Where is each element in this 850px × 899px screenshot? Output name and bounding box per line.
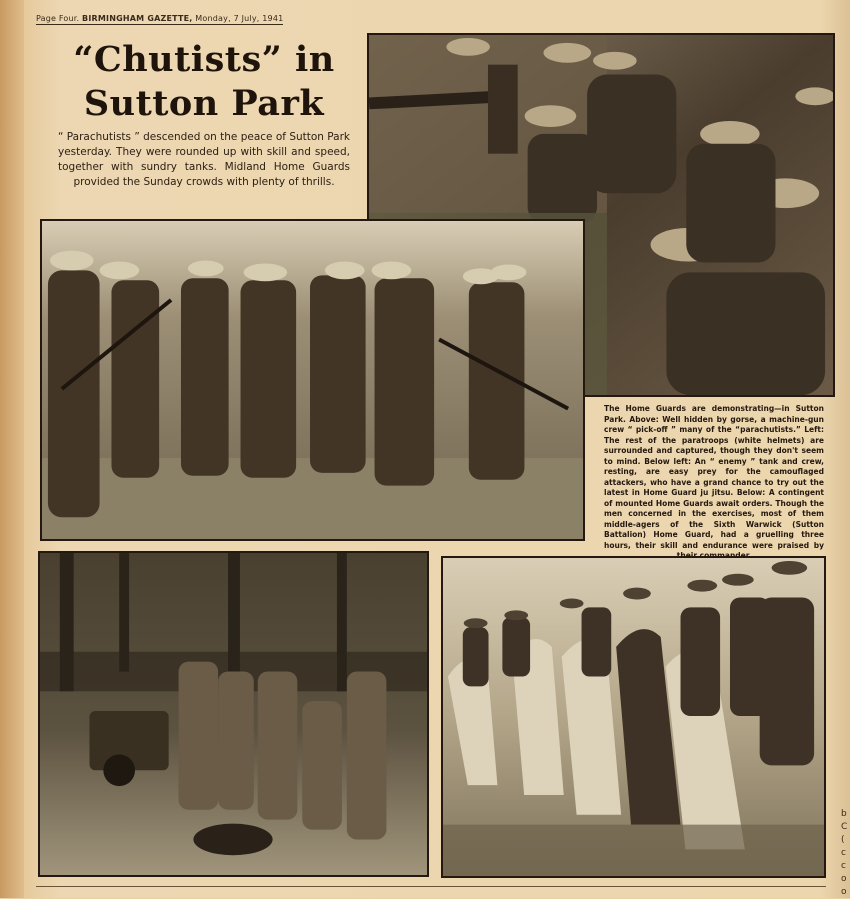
bottom-rule <box>36 886 826 887</box>
page-edge-shadow <box>0 0 24 898</box>
margin-letter: ( <box>841 835 845 845</box>
standfirst-text: “ Parachutists ” descended on the peace of Sutton Park yesterday. They were rounded up with skill and speed, together with sundry tanks. Midland Home Guards provided the Sunday crowds with plenty of thrills. <box>58 131 350 188</box>
paper-name: BIRMINGHAM GAZETTE, <box>82 14 193 23</box>
tank-crew-resting-picture <box>40 553 427 875</box>
running-head <box>36 14 283 25</box>
page-headline <box>44 38 364 126</box>
paratroops-captured-picture <box>42 221 583 539</box>
margin-letter: o <box>841 874 847 884</box>
margin-letter: b <box>841 809 847 819</box>
photo-paratroops-captured <box>40 219 585 541</box>
headline-line-1: “Chutists” in <box>73 39 335 80</box>
photo-mounted-home-guards <box>441 556 826 878</box>
page-number: Page Four. <box>36 14 80 23</box>
headline-line-2: Sutton Park <box>83 83 325 124</box>
margin-letter: o <box>841 887 847 897</box>
margin-letter: c <box>841 861 846 871</box>
margin-letter: C <box>841 822 848 832</box>
photo-tank-crew-resting <box>38 551 429 877</box>
mounted-home-guards-picture <box>443 558 824 876</box>
issue-date: Monday, 7 July, 1941 <box>195 14 284 23</box>
photo-caption: The Home Guards are demonstrating—in Sutton Park. Above: Well hidden by gorse, a machine-gun crew “ pick-off ” many of the “parachutists.” Left: The rest of the paratroops (white helmets) are surrounded and captured, though they don't seem to mind. Below left: An “ enemy ” tank and crew, resting, are easy prey for the camouflaged attackers, who have a grand chance to try out the latest in Home Guard ju jitsu. Below: A contingent of mounted Home Guards await orders. Though the men concerned in the exercises, most of them middle-agers of the Sixth Warwick (Sutton Battalion) Home Guard, had a gruelling three hours, their skill and endurance were praised by their commander. <box>604 404 824 560</box>
margin-letter: c <box>841 848 846 858</box>
margin-fragment <box>841 808 850 899</box>
